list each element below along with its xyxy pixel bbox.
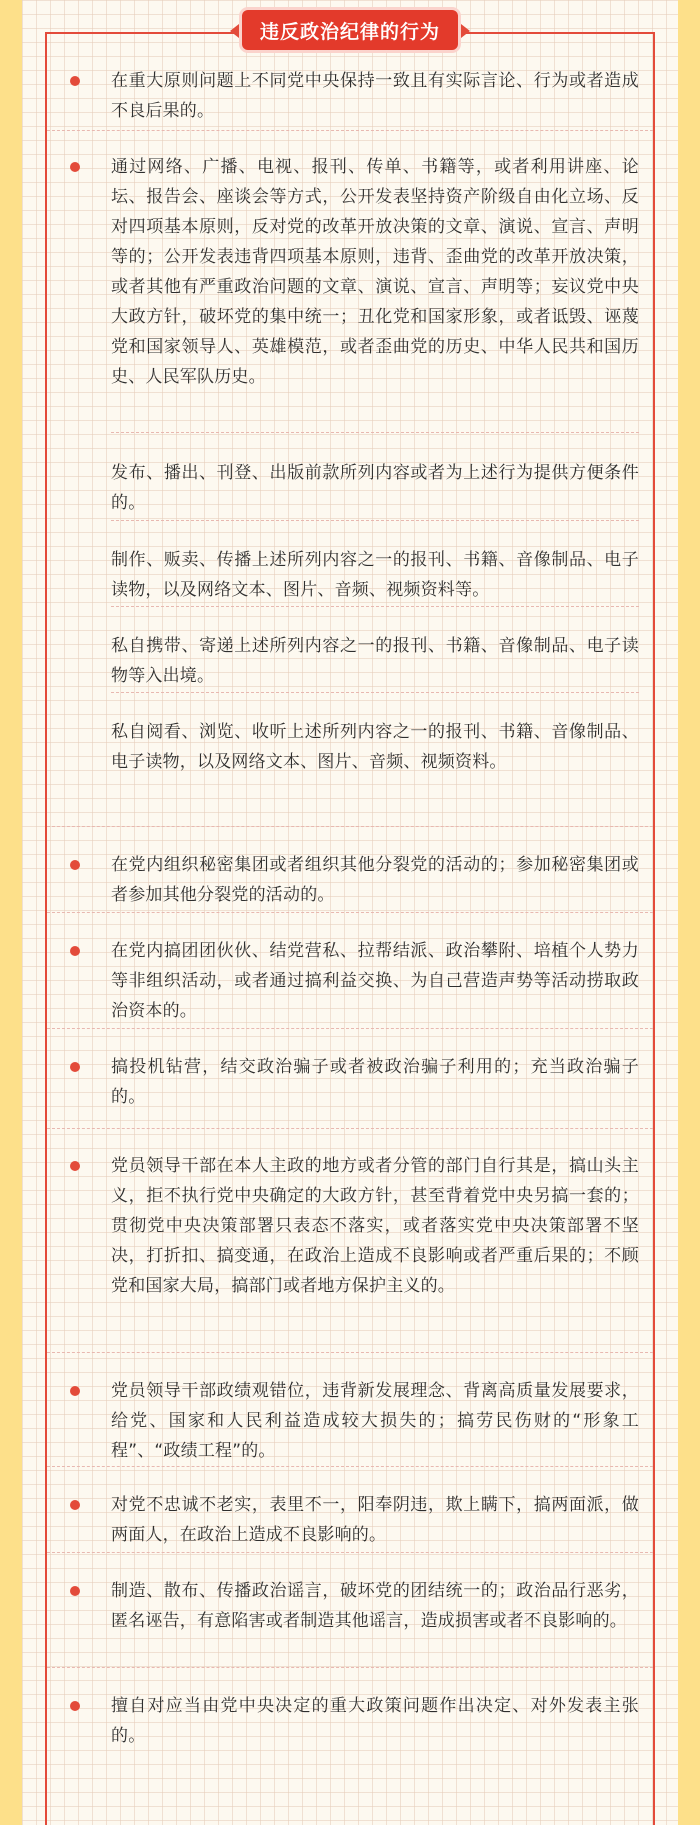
dashed-divider <box>47 1128 653 1129</box>
dashed-divider <box>47 1028 653 1029</box>
title-left-arrow-icon <box>230 24 239 38</box>
bullet-dot-icon <box>70 1500 80 1510</box>
dashed-divider <box>111 432 639 433</box>
bullet-dot-icon <box>70 76 80 86</box>
rule-item-text: 在重大原则问题上不同党中央保持一致且有实际言论、行为或者造成不良后果的。 <box>111 71 639 121</box>
rule-item-text: 党员领导干部政绩观错位，违背新发展理念、背离高质量发展要求，给党、国家和人民利益造成较大损失的；搞劳民伤财的“形象工程”、“政绩工程”的。 <box>111 1381 639 1461</box>
rule-item-text: 通过网络、广播、电视、报刊、传单、书籍等，或者利用讲座、论坛、报告会、座谈会等方式，公开发表坚持资产阶级自由化立场、反对四项基本原则，反对党的改革开放决策的文章、演说、宣言、声明等的；公开发表违背四项基本原则，违背、歪曲党的改革开放决策，或者其他有严重政治问题的文章、演说、宣言、声明等；妄议党中央大政方针，破坏党的集中统一；丑化党和国家形象，或者诋毁、诬蔑党和国家领导人、英雄模范，或者歪曲党的历史、中华人民共和国历史、人民军队历史。 <box>111 157 639 387</box>
section-title-badge <box>242 10 458 50</box>
dashed-divider <box>47 826 653 827</box>
rule-item <box>47 1151 653 1301</box>
bullet-dot-icon <box>70 946 80 956</box>
bullet-dot-icon <box>70 1161 80 1171</box>
dashed-divider <box>111 692 639 693</box>
dashed-divider <box>47 1667 653 1668</box>
dashed-divider <box>47 1352 653 1353</box>
bullet-dot-icon <box>70 1701 80 1711</box>
dashed-divider <box>111 606 639 607</box>
dashed-divider <box>47 130 653 131</box>
rule-item-text: 搞投机钻营，结交政治骗子或者被政治骗子利用的；充当政治骗子的。 <box>111 1057 639 1107</box>
rule-item <box>47 1691 653 1751</box>
dashed-divider <box>47 912 653 913</box>
rule-item-text: 发布、播出、刊登、出版前款所列内容或者为上述行为提供方便条件的。 <box>111 463 639 513</box>
rule-item-text: 私自携带、寄递上述所列内容之一的报刊、书籍、音像制品、电子读物等入出境。 <box>111 636 639 686</box>
bullet-dot-icon <box>70 1062 80 1072</box>
bullet-dot-icon <box>70 162 80 172</box>
dashed-divider <box>47 1552 653 1553</box>
bullet-dot-icon <box>70 1386 80 1396</box>
rule-item <box>47 936 653 1026</box>
rule-item-text: 私自阅看、浏览、收听上述所列内容之一的报刊、书籍、音像制品、电子读物，以及网络文本、图片、音频、视频资料。 <box>111 722 639 772</box>
rule-item <box>47 1576 653 1666</box>
rule-item-text: 在党内组织秘密集团或者组织其他分裂党的活动的；参加秘密集团或者参加其他分裂党的活动的。 <box>111 855 639 905</box>
title-right-arrow-icon <box>461 24 470 38</box>
rule-item <box>47 850 653 910</box>
rule-item <box>47 545 653 605</box>
rule-item <box>47 1052 653 1112</box>
rule-item <box>47 631 653 691</box>
rule-item <box>47 717 653 777</box>
rule-item-text: 在党内搞团团伙伙、结党营私、拉帮结派、政治攀附、培植个人势力等非组织活动，或者通过搞利益交换、为自己营造声势等活动捞取政治资本的。 <box>111 941 639 1021</box>
rule-item-text: 党员领导干部在本人主政的地方或者分管的部门自行其是，搞山头主义，拒不执行党中央确定的大政方针，甚至背着党中央另搞一套的；贯彻党中央决策部署只表态不落实，或者落实党中央决策部署不坚决，打折扣、搞变通，在政治上造成不良影响或者严重后果的；不顾党和国家大局，搞部门或者地方保护主义的。 <box>111 1156 639 1296</box>
rule-item-text: 擅自对应当由党中央决定的重大政策问题作出决定、对外发表主张的。 <box>111 1696 639 1746</box>
rule-item <box>47 152 653 387</box>
rule-item <box>47 458 653 518</box>
rule-item-text: 制作、贩卖、传播上述所列内容之一的报刊、书籍、音像制品、电子读物，以及网络文本、图片、音频、视频资料等。 <box>111 550 639 600</box>
rule-item <box>47 1376 653 1466</box>
dashed-divider <box>47 1466 653 1467</box>
rule-item <box>47 66 653 126</box>
section-title-banner <box>232 10 468 54</box>
bullet-dot-icon <box>70 1586 80 1596</box>
rule-item <box>47 1490 653 1550</box>
rule-item-text: 对党不忠诚不老实，表里不一，阳奉阴违，欺上瞒下，搞两面派，做两面人，在政治上造成不良影响的。 <box>111 1495 639 1545</box>
section-title: 违反政治纪律的行为 <box>259 20 440 43</box>
rule-item-text: 制造、散布、传播政治谣言，破坏党的团结统一的；政治品行恶劣，匿名诬告，有意陷害或者制造其他谣言，造成损害或者不良影响的。 <box>111 1581 639 1631</box>
bullet-dot-icon <box>70 860 80 870</box>
dashed-divider <box>111 520 639 521</box>
